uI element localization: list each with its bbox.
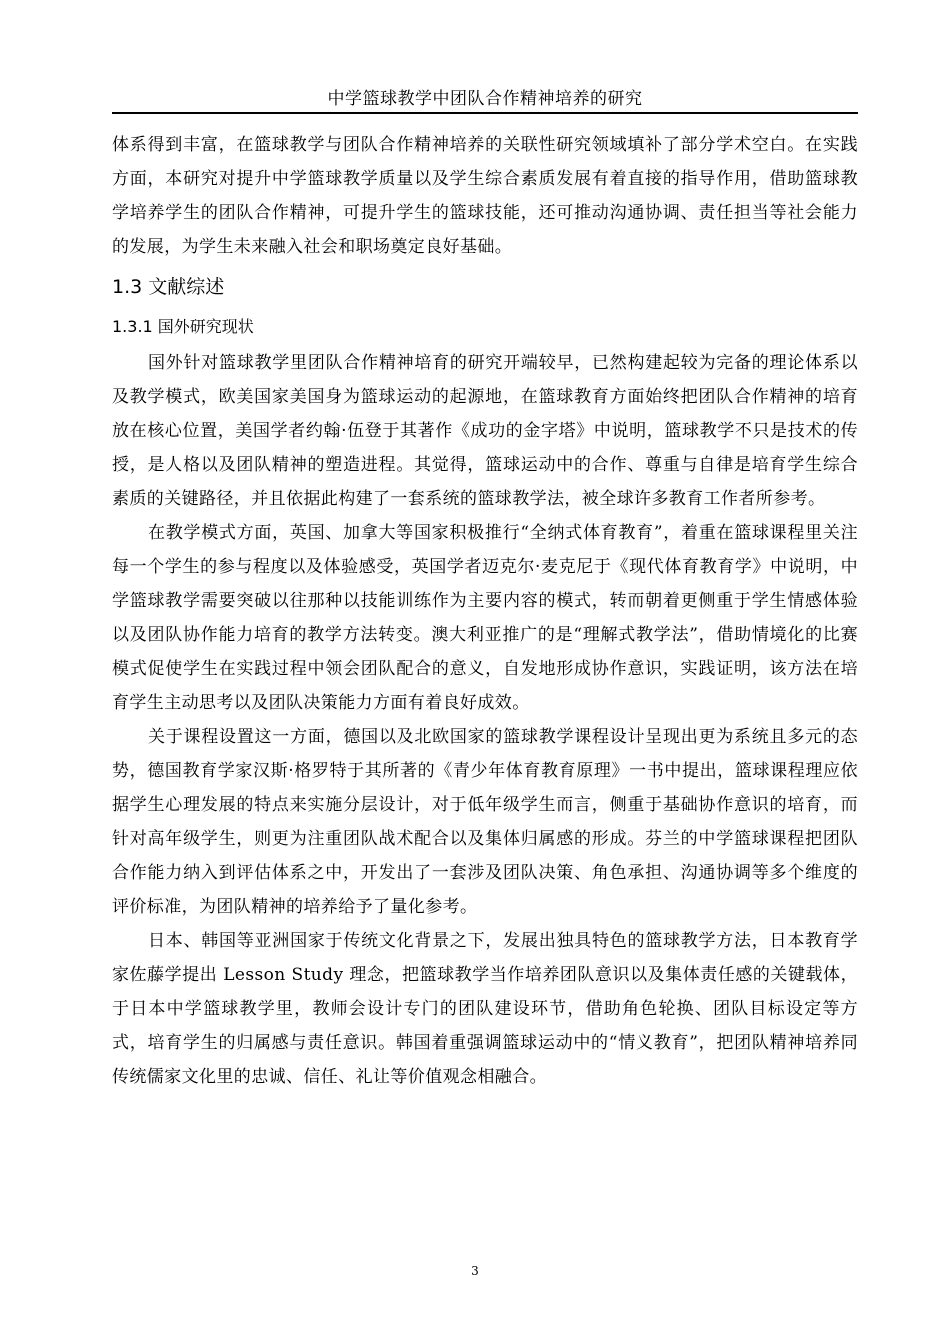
section-heading: 1.3 文献综述 (112, 276, 225, 298)
header-divider (112, 112, 858, 114)
document-body (112, 128, 858, 1094)
body-paragraph: 国外针对篮球教学里团队合作精神培育的研究开端较早，已然构建起较为完备的理论体系以及教学模式，欧美国家美国身为篮球运动的起源地，在篮球教育方面始终把团队合作精神的培育放在核心位置，美国学者约翰·伍登于其著作《成功的金字塔》中说明，篮球教学不只是技术的传授，是人格以及团队精神的塑造进程。其觉得，篮球运动中的合作、尊重与自律是培育学生综合素质的关键路径，并且依据此构建了一套系统的篮球教学法，被全球许多教育工作者所参考。 (112, 353, 858, 509)
subsection-heading: 1.3.1 国外研究现状 (112, 317, 254, 336)
page-number: 3 (471, 1264, 479, 1278)
intro-paragraph: 体系得到丰富，在篮球教学与团队合作精神培养的关联性研究领域填补了部分学术空白。在实践方面，本研究对提升中学篮球教学质量以及学生综合素质发展有着直接的指导作用，借助篮球教学培养学生的团队合作精神，可提升学生的篮球技能，还可推动沟通协调、责任担当等社会能力的发展，为学生未来融入社会和职场奠定良好基础。 (112, 135, 858, 257)
body-paragraph: 关于课程设置这一方面，德国以及北欧国家的篮球教学课程设计呈现出更为系统且多元的态势，德国教育学家汉斯·格罗特于其所著的《青少年体育教育原理》一书中提出，篮球课程理应依据学生心理发展的特点来实施分层设计，对于低年级学生而言，侧重于基础协作意识的培育，而针对高年级学生，则更为注重团队战术配合以及集体归属感的形成。芬兰的中学篮球课程把团队合作能力纳入到评估体系之中，开发出了一套涉及团队决策、角色承担、沟通协调等多个维度的评价标准，为团队精神的培养给予了量化参考。 (112, 727, 858, 917)
page-header-title: 中学篮球教学中团队合作精神培养的研究 (327, 89, 643, 109)
body-paragraph: 日本、韩国等亚洲国家于传统文化背景之下，发展出独具特色的篮球教学方法，日本教育学家佐藤学提出 Lesson Study 理念，把篮球教学当作培养团队意识以及集体责任感的关键载体，于日本中学篮球教学里，教师会设计专门的团队建设环节，借助角色轮换、团队目标设定等方式，培育学生的归属感与责任意识。韩国着重强调篮球运动中的“情义教育”，把团队精神培养同传统儒家文化里的忠诚、信任、礼让等价值观念相融合。 (112, 931, 858, 1087)
body-paragraph: 在教学模式方面，英国、加拿大等国家积极推行“全纳式体育教育”，着重在篮球课程里关注每一个学生的参与程度以及体验感受，英国学者迈克尔·麦克尼于《现代体育教育学》中说明，中学篮球教学需要突破以往那种以技能训练作为主要内容的模式，转而朝着更侧重于学生情感体验以及团队协作能力培育的教学方法转变。澳大利亚推广的是“理解式教学法”，借助情境化的比赛模式促使学生在实践过程中领会团队配合的意义，自发地形成协作意识，实践证明，该方法在培育学生主动思考以及团队决策能力方面有着良好成效。 (112, 523, 858, 713)
